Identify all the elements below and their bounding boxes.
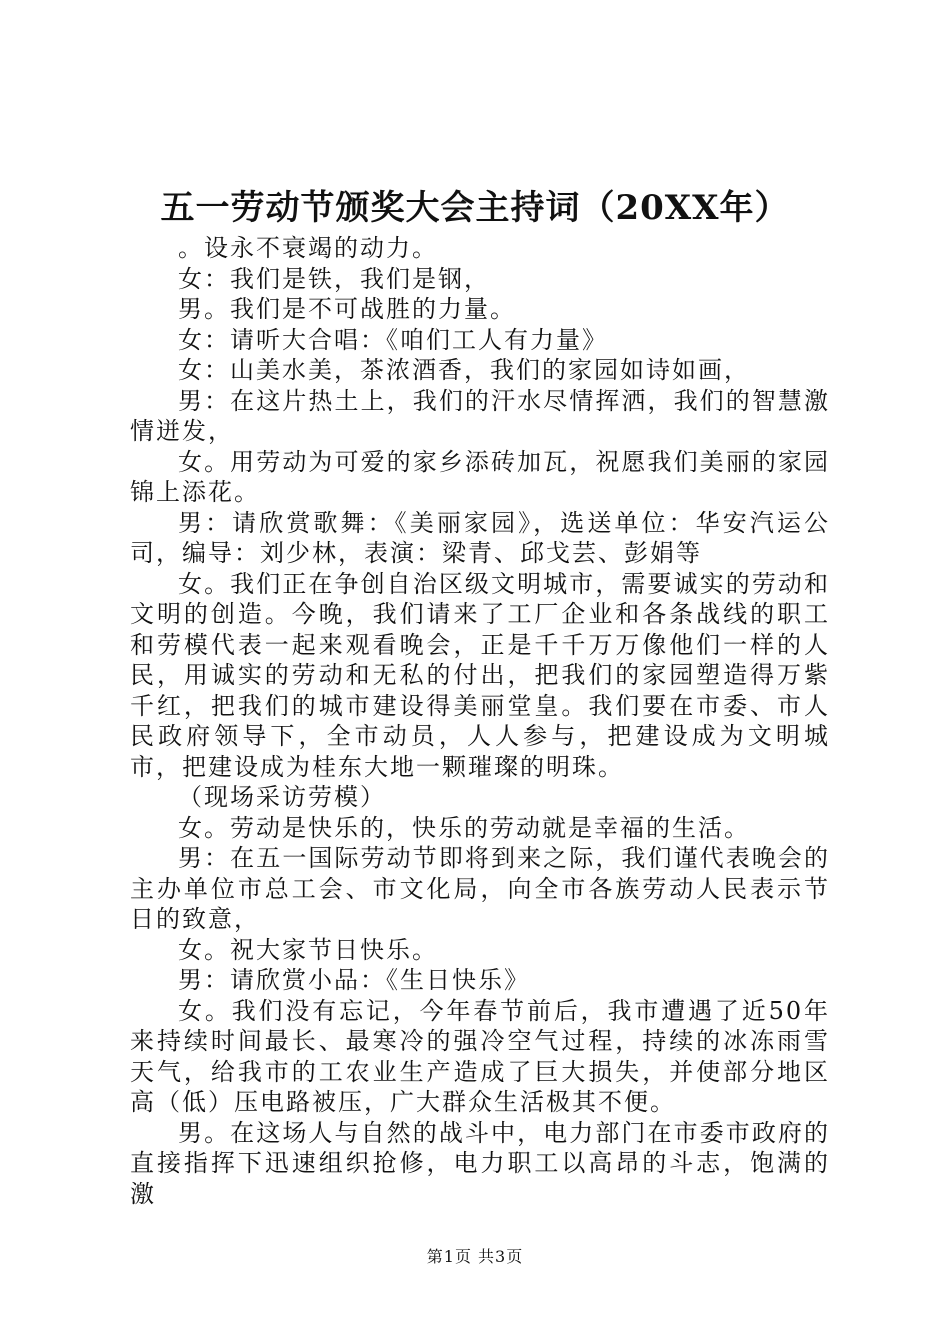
paragraph: （现场采访劳模） xyxy=(178,783,386,811)
paragraph: 男：请欣赏小品：《生日快乐》 xyxy=(178,966,530,994)
paragraph: 男。在这场人与自然的战斗中，电力部门在市委市政府的直接指挥下迅速组织抢修，电力职工以高昂的斗志，饱满的激 xyxy=(130,1118,830,1208)
paragraph: 女：我们是铁，我们是钢， xyxy=(178,264,490,293)
paragraph: 女。用劳动为可爱的家乡添砖加瓦，祝愿我们美丽的家园锦上添花。 xyxy=(130,447,830,506)
paragraph: 女。劳动是快乐的，快乐的劳动就是幸福的生活。 xyxy=(178,813,750,842)
paragraph: 女：山美水美，茶浓酒香，我们的家园如诗如画， xyxy=(178,356,750,384)
paragraph: 男。我们是不可战胜的力量。 xyxy=(178,295,516,323)
paragraph: 男：请欣赏歌舞：《美丽家园》，选送单位：华安汽运公司，编导：刘少林，表演：梁青、邱戈芸、彭娟等 xyxy=(130,508,830,567)
paragraph: 男：在五一国际劳动节即将到来之际，我们谨代表晚会的主办单位市总工会、市文化局，向全市各族劳动人民表示节日的致意， xyxy=(130,844,830,933)
document-title: 五一劳动节颁奖大会主持词（20XX年） xyxy=(160,188,790,228)
paragraph: 。设永不衰竭的动力。 xyxy=(178,234,438,262)
paragraph: 女。我们正在争创自治区级文明城市，需要诚实的劳动和文明的创造。今晚，我们请来了工厂企业和各条战线的职工和劳模代表一起来观看晚会，正是千千万万像他们一样的人民，用诚实的劳动和无私的付出，把我们的家园塑造得万紫千红，把我们的城市建设得美丽堂皇。我们要在市委、市人民政府领导下，全市动员，人人参与，把建设成为文明城市，把建设成为桂东大地一颗璀璨的明珠。 xyxy=(130,569,830,781)
paragraph: 女。我们没有忘记，今年春节前后，我市遭遇了近50年来持续时间最长、最寒冷的强冷空气过程，持续的冰冻雨雪天气，给我市的工农业生产造成了巨大损失，并使部分地区高（低）压电路被压，广大群众生活极其不便。 xyxy=(130,996,830,1116)
paragraph: 男：在这片热土上，我们的汗水尽情挥洒，我们的智慧激情迸发， xyxy=(130,386,830,445)
paragraph: 女：请听大合唱：《咱们工人有力量》 xyxy=(178,325,608,354)
document-body xyxy=(130,233,830,1209)
paragraph: 女。祝大家节日快乐。 xyxy=(178,935,438,964)
page-number-footer: 第1页 共3页 xyxy=(426,1247,524,1266)
